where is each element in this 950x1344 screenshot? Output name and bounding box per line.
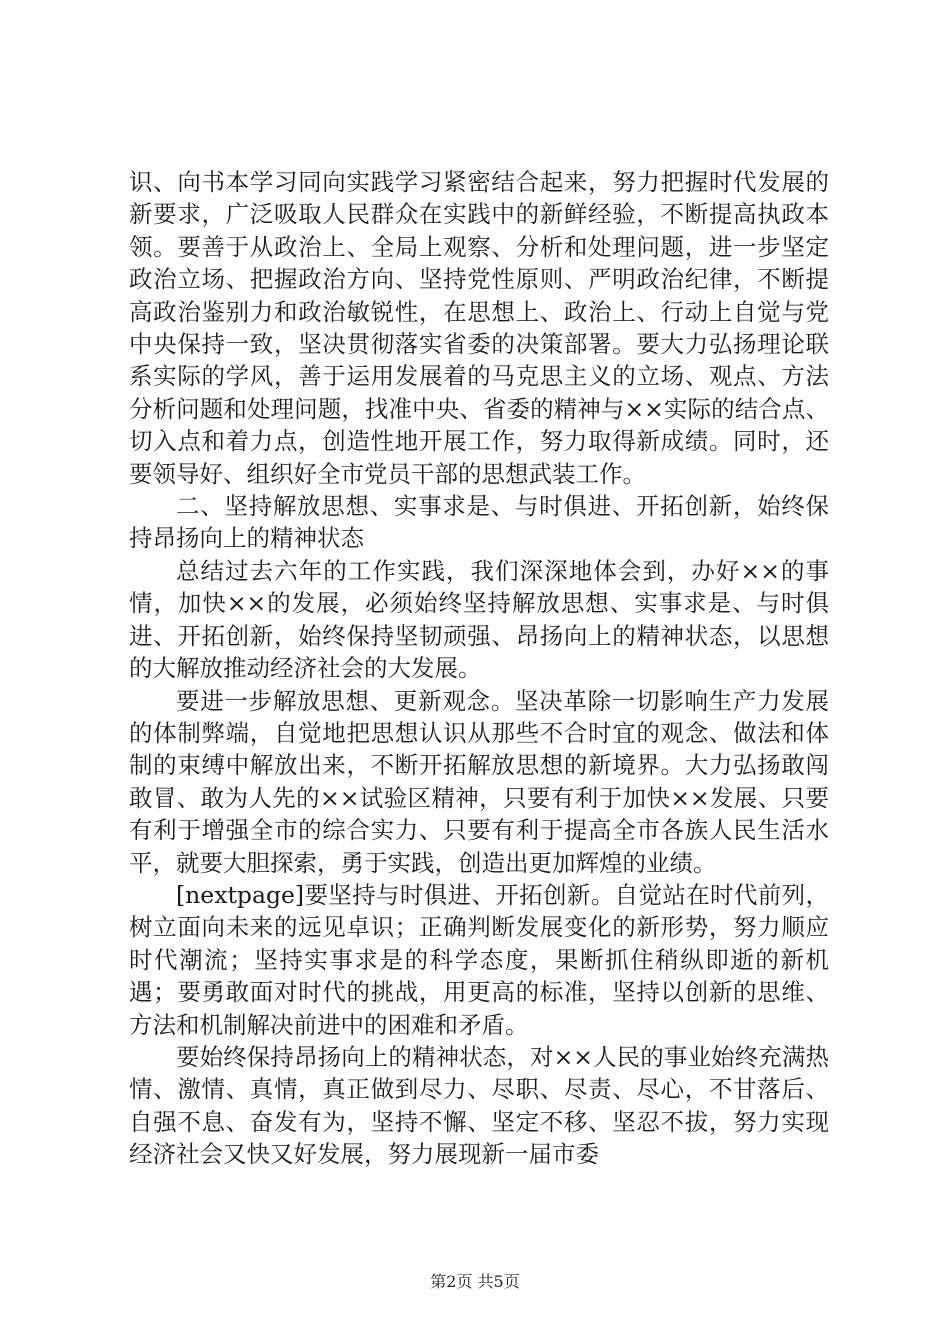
section-heading: 二、坚持解放思想、实事求是、与时俱进、开拓创新，始终保持昂扬向上的精神状态 xyxy=(129,492,829,553)
document-body xyxy=(129,166,829,1171)
paragraph-continuation: 识、向书本学习同向实践学习紧密结合起来，努力把握时代发展的新要求，广泛吸取人民群众在实践中的新鲜经验，不断提高执政本领。要善于从政治上、全局上观察、分析和处理问题，进一步坚定政治立场、把握政治方向、坚持党性原则、严明政治纪律，不断提高政治鉴别力和政治敏锐性，在思想上、政治上、行动上自觉与党中央保持一致，坚决贯彻落实省委的决策部署。要大力弘扬理论联系实际的学风，善于运用发展着的马克思主义的立场、观点、方法分析问题和处理问题，找准中央、省委的精神与××实际的结合点、切入点和着力点，创造性地开展工作，努力取得新成绩。同时，还要领导好、组织好全市党员干部的思想武装工作。 xyxy=(129,168,829,488)
paragraph-spirit: 要始终保持昂扬向上的精神状态，对××人民的事业始终充满热情、激情、真情，真正做到尽力、尽职、尽责、尽心，不甘落后、自强不息、奋发有为，坚持不懈、坚定不移、坚忍不拔，努力实现经济社会又快又好发展，努力展现新一届市委 xyxy=(129,1042,829,1169)
paragraph-innovation: [nextpage]要坚持与时俱进、开拓创新。自觉站在时代前列，树立面向未来的远见卓识；正确判断发展变化的新形势，努力顺应时代潮流；坚持实事求是的科学态度，果断抓住稍纵即逝的新机遇；要勇敢面对时代的挑战，用更高的标准，坚持以创新的思维、方法和机制解决前进中的困难和矛盾。 xyxy=(129,880,829,1039)
paragraph-emancipate-mind: 要进一步解放思想、更新观念。坚决革除一切影响生产力发展的体制弊端，自觉地把思想认识从那些不合时宜的观念、做法和体制的束缚中解放出来，不断开拓解放思想的新境界。大力弘扬敢闯敢冒、敢为人先的××试验区精神，只要有利于加快××发展、只要有利于增强全市的综合实力、只要有利于提高全市各族人民生活水平，就要大胆探索，勇于实践，创造出更加辉煌的业绩。 xyxy=(129,686,829,877)
paragraph-summary: 总结过去六年的工作实践，我们深深地体会到，办好××的事情，加快××的发展，必须始终坚持解放思想、实事求是、与时俱进、开拓创新，始终保持坚韧顽强、昂扬向上的精神状态，以思想的大解放推动经济社会的大发展。 xyxy=(129,556,829,683)
page-footer: 第2页 共5页 xyxy=(430,1272,520,1291)
